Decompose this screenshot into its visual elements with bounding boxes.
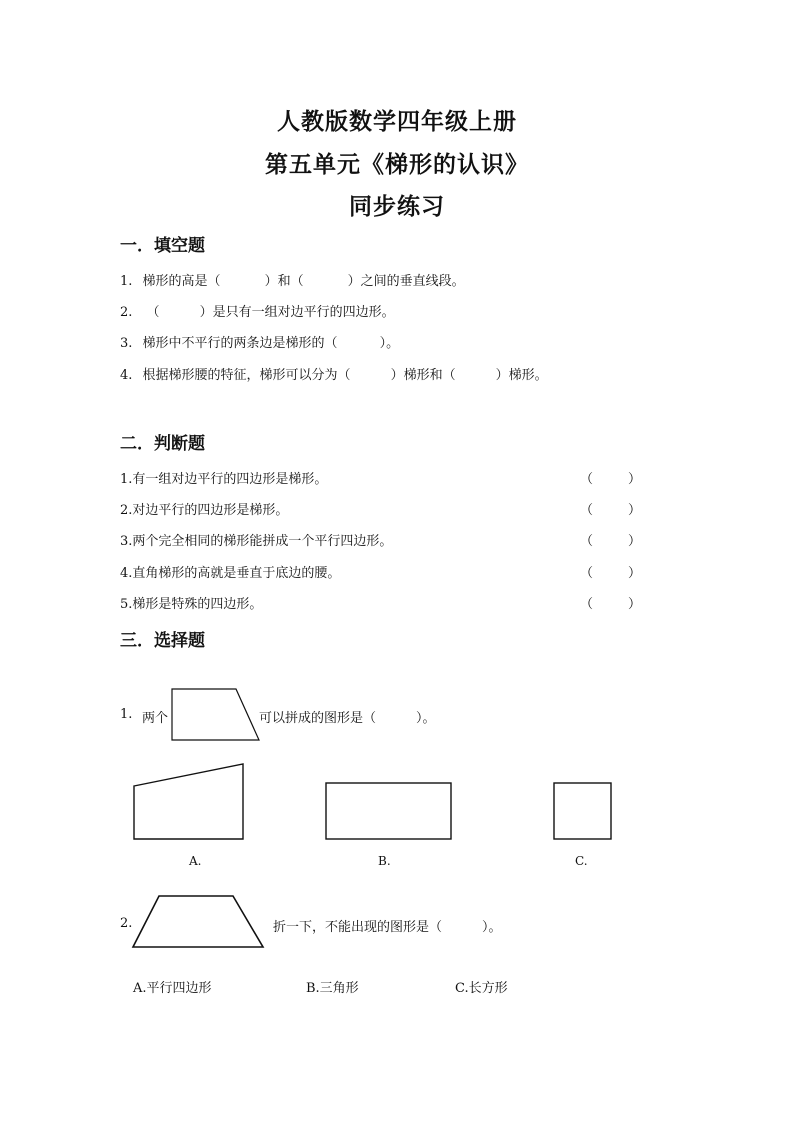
question-text: ）梯形和（ xyxy=(390,368,456,383)
judge-question-3: 3.两个完全相同的梯形能拼成一个平行四边形。 xyxy=(120,534,393,549)
isosceles-trapezoid-figure xyxy=(130,894,266,950)
judge-question-4: 4.直角梯形的高就是垂直于底边的腰。 xyxy=(120,566,341,581)
fill-question-4 xyxy=(120,364,548,383)
option-a-trapezoid-figure[interactable] xyxy=(132,762,246,842)
question-text: ）是只有一组对边平行的四边形。 xyxy=(199,305,395,320)
answer-paren-close: ） xyxy=(628,472,642,487)
option-c-label[interactable]: C. xyxy=(575,854,588,868)
section-heading-fill-blank: 一．填空题 xyxy=(120,236,205,256)
answer-paren-close: ） xyxy=(628,597,642,612)
option-c-rectangle[interactable]: C.长方形 xyxy=(455,981,508,996)
page-subtitle-2: 同步练习 xyxy=(349,193,445,220)
option-b-triangle[interactable]: B.三角形 xyxy=(306,981,359,996)
answer-paren-open: （ xyxy=(580,534,594,549)
judge-answer-blank[interactable] xyxy=(596,466,626,484)
judge-question-5: 5.梯形是特殊的四边形。 xyxy=(120,597,263,612)
option-a-parallelogram[interactable]: A.平行四边形 xyxy=(133,981,212,996)
answer-paren-close: ） xyxy=(628,566,642,581)
question-text: 折一下，不能出现的图形是（ xyxy=(273,920,443,935)
choice-question-1-text xyxy=(259,707,436,726)
section-heading-multiple-choice: 三．选择题 xyxy=(120,631,205,651)
answer-paren-open: （ xyxy=(580,472,594,487)
judge-question-1: 1.有一组对边平行的四边形是梯形。 xyxy=(120,472,328,487)
answer-paren-close: ） xyxy=(628,503,642,518)
question-text: 可以拼成的图形是（ xyxy=(259,711,377,726)
answer-paren-open: （ xyxy=(580,503,594,518)
section-heading-true-false: 二．判断题 xyxy=(120,434,205,454)
question-text: ）和（ xyxy=(264,274,304,289)
question-number: 2. xyxy=(120,305,133,320)
judge-question-2: 2.对边平行的四边形是梯形。 xyxy=(120,503,289,518)
question-text: 梯形中不平行的两条边是梯形的（ xyxy=(142,336,338,351)
judge-answer-blank[interactable] xyxy=(596,528,626,546)
question-text: ）之间的垂直线段。 xyxy=(347,274,465,289)
question-text: ）。 xyxy=(482,920,502,935)
question-text: 根据梯形腰的特征，梯形可以分为（ xyxy=(142,368,351,383)
option-b-label[interactable]: B. xyxy=(378,854,391,868)
right-trapezoid-figure xyxy=(170,688,262,742)
question-text: ）。 xyxy=(416,711,436,726)
fill-question-3 xyxy=(120,332,399,351)
choice-question-1-number: 1. xyxy=(120,707,133,722)
question-number: 3. xyxy=(120,336,133,351)
choice-question-2-text xyxy=(273,916,502,935)
question-number: 1. xyxy=(120,274,133,289)
option-b-rectangle-figure[interactable] xyxy=(324,781,454,841)
fill-question-1 xyxy=(120,270,465,289)
judge-answer-blank[interactable] xyxy=(596,591,626,609)
choice-question-1-prefix: 两个 xyxy=(142,711,169,726)
judge-answer-blank[interactable] xyxy=(596,560,626,578)
page-subtitle: 第五单元《梯形的认识》 xyxy=(265,151,529,178)
question-text: ）梯形。 xyxy=(495,368,548,383)
option-a-label[interactable]: A. xyxy=(189,854,202,868)
option-c-square-figure[interactable] xyxy=(552,781,614,841)
answer-paren-open: （ xyxy=(580,566,594,581)
answer-paren-open: （ xyxy=(580,597,594,612)
fill-question-2 xyxy=(120,301,395,320)
page-title: 人教版数学四年级上册 xyxy=(277,108,517,135)
question-text: 梯形的高是（ xyxy=(142,274,221,289)
question-number: 4. xyxy=(120,368,133,383)
question-text: ）。 xyxy=(379,336,400,351)
judge-answer-blank[interactable] xyxy=(596,497,626,515)
question-text: （ xyxy=(146,305,160,320)
answer-paren-close: ） xyxy=(628,534,642,549)
choice-question-2-number: 2. xyxy=(120,916,133,931)
